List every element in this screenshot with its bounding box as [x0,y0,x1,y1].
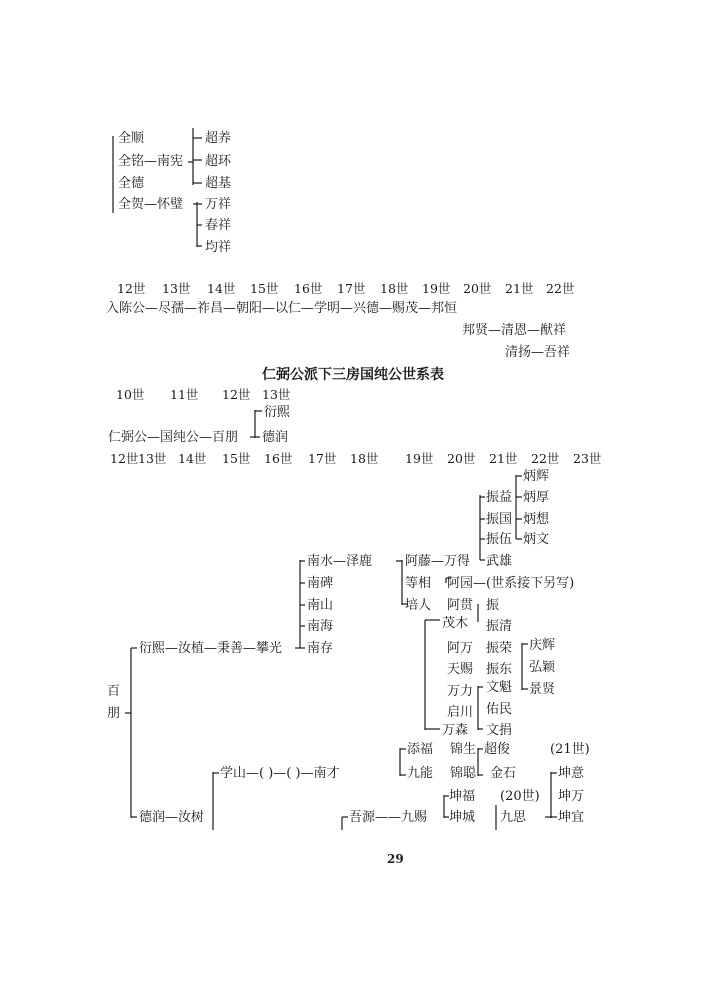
name-entry: 超环 [205,154,232,169]
name-entry: 振 [486,598,500,613]
name-entry: 振国 [486,512,513,527]
name-entry: 春祥 [205,218,232,233]
generation-label: 14世 [207,281,236,296]
name-entry: 启川 [447,705,474,720]
generation-label: 11世 [170,387,199,402]
name-entry: (20世) [500,789,540,804]
generation-label: 17世 [337,281,366,296]
name-entry: 坤宜 [558,810,585,825]
name-entry: 全铭—南宪 [118,154,184,169]
generation-label: 20世 [447,451,476,466]
name-entry: 锦生 [450,742,477,757]
name-entry: 万森 [442,723,469,738]
name-entry: 文魁 [486,680,513,695]
name-entry: 振荣 [486,641,513,656]
name-entry: (21世) [550,742,590,757]
name-entry: 等相 [405,576,432,591]
generation-label: 18世 [380,281,409,296]
name-entry: 天赐 [447,662,474,677]
name-entry: 全顺 [118,131,145,146]
lineage-row: 清扬—吾祥 [505,345,571,360]
generation-label: 13世 [162,281,191,296]
name-entry: 万力 [447,684,474,699]
name-entry: 仁弼公—国纯公—百朋 [108,430,239,445]
name-entry: 超基 [205,176,232,191]
generation-label: 21世 [505,281,534,296]
generation-label: 17世 [308,451,337,466]
generation-label: 22世 [546,281,575,296]
generation-label: 18世 [350,451,379,466]
name-entry: 炳厚 [523,490,550,505]
name-entry: 南山 [307,598,334,613]
name-entry: 超俊 [484,742,511,757]
name-entry: 均祥 [205,240,232,255]
generation-label: 14世 [178,451,207,466]
generation-label: 15世 [222,451,251,466]
name-entry: 南存 [307,641,334,656]
name-entry: 超养 [205,131,232,146]
name-entry: 茂木 [442,616,469,631]
name-entry: 阿园—(世系接下另写) [447,576,575,591]
name-entry: 吾源——九赐 [349,810,428,825]
name-entry: 衍熙—汝植—秉善—攀光 [139,641,283,656]
name-entry: 培人 [405,598,432,613]
generation-label: 12世 [222,387,251,402]
name-entry: 全贺—怀璧 [118,197,184,212]
name-entry: 坤城 [449,810,476,825]
name-entry: 衍熙 [264,405,291,420]
name-entry: 九能 [407,766,434,781]
name-entry: 万祥 [205,197,232,212]
name-entry: 南碑 [307,576,334,591]
name-entry: 武雄 [486,554,513,569]
name-entry: 德润 [262,430,289,445]
name-entry: 阿藤—万得 [405,554,471,569]
name-entry: 振清 [486,619,513,634]
name-entry: 南海 [307,619,334,634]
name-entry: 坤意 [558,766,585,781]
name-entry: 金石 [490,766,517,781]
section-title: 仁弼公派下三房国纯公世系表 [262,367,444,383]
generation-label: 13世 [138,451,167,466]
generation-label: 12世 [110,451,139,466]
generation-label: 16世 [264,451,293,466]
name-entry: 炳辉 [523,469,550,484]
name-entry: 弘颖 [529,660,556,675]
name-entry: 文捐 [486,723,513,738]
generation-label: 20世 [463,281,492,296]
name-entry: 庆辉 [529,638,556,653]
name-entry: 振东 [486,662,513,677]
name-entry: 景贤 [529,682,556,697]
name-entry: 百 [107,684,121,699]
name-entry: 振益 [486,490,513,505]
name-entry: 锦聪 [450,766,477,781]
name-entry: 德润—汝树 [139,810,205,825]
name-entry: 坤福 [449,789,476,804]
generation-label: 12世 [117,281,146,296]
name-entry: 坤万 [558,789,585,804]
name-entry: 阿万 [447,641,474,656]
name-entry: 九思 [500,810,527,825]
lineage-row: 邦贤—清恩—猷祥 [462,323,567,338]
name-entry: 佑民 [486,702,513,717]
name-entry: 振伍 [486,532,513,547]
lineage-row: 入陈公—尽孺—祚昌—朝阳—以仁—学明—兴德—赐茂—邦恒 [106,301,458,316]
generation-label: 21世 [489,451,518,466]
generation-label: 10世 [116,387,145,402]
generation-label: 22世 [531,451,560,466]
generation-label: 15世 [250,281,279,296]
name-entry: 全德 [118,176,145,191]
name-entry: 炳想 [523,512,550,527]
generation-label: 19世 [405,451,434,466]
name-entry: 炳文 [523,532,550,547]
generation-label: 16世 [294,281,323,296]
generation-label: 19世 [422,281,451,296]
name-entry: 南水—泽鹿 [307,554,373,569]
name-entry: 添福 [407,742,434,757]
name-entry: 朋 [107,706,121,721]
page-number: 29 [387,852,404,866]
generation-label: 13世 [262,387,291,402]
generation-label: 23世 [573,451,602,466]
name-entry: 学山—( )—( )—南才 [220,766,340,781]
name-entry: 阿贯 [447,598,474,613]
